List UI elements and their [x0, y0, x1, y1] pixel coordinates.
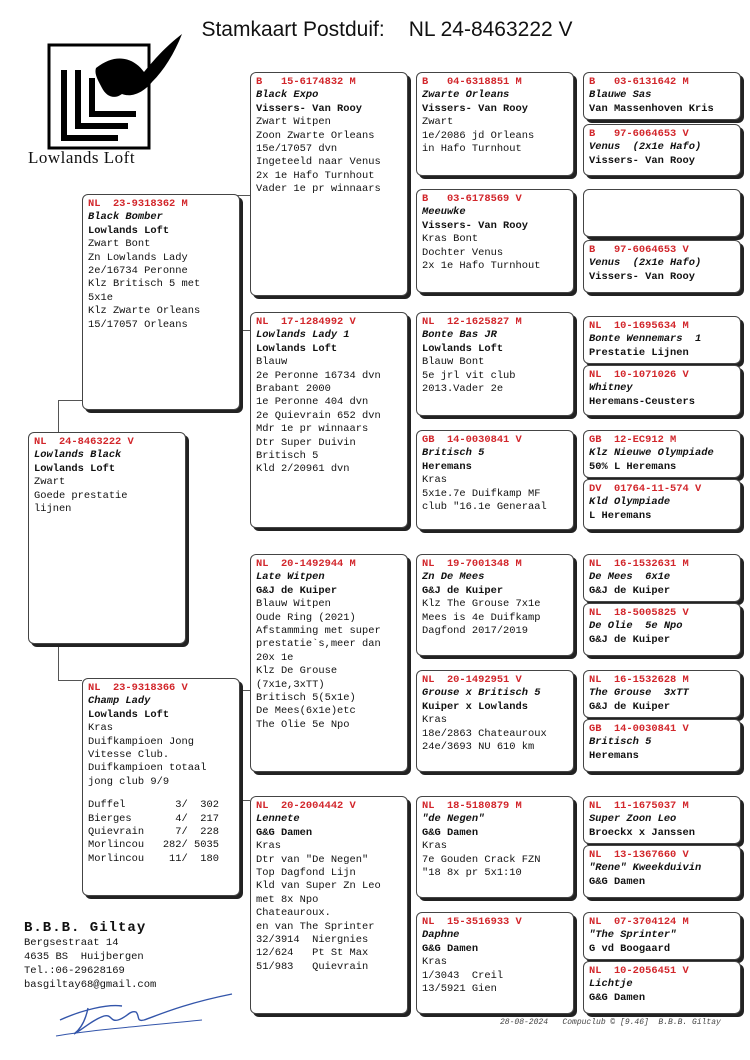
- result-row: Duffel 3/ 302: [88, 799, 219, 812]
- pigeon-card-gen4: [583, 912, 741, 960]
- pigeon-name: Bonte Bas JR: [422, 329, 497, 342]
- info-line: (7x1e,3xTT): [256, 678, 325, 691]
- info-line: Kras Bont: [422, 233, 479, 246]
- pigeon-owner: Van Massenhoven Kris: [589, 102, 714, 115]
- info-line: Kras: [422, 840, 447, 853]
- info-line: Duifkampioen totaal: [88, 762, 207, 775]
- owner-phone: Tel.:06-29628169: [24, 965, 125, 977]
- info-line: Britisch 5: [256, 450, 319, 463]
- info-line: prestatie`s,meer dan: [256, 638, 381, 651]
- info-line: 2e Peronne 16734 dvn: [256, 369, 381, 382]
- pigeon-owner: Vissers- Van Rooy: [589, 154, 696, 167]
- pigeon-owner: Broeckx x Janssen: [589, 826, 696, 839]
- ring-number: NL 12-1625827 M: [422, 316, 522, 328]
- pigeon-card-grandparent: [250, 72, 408, 296]
- pigeon-owner: G&G Damen: [256, 826, 313, 839]
- info-line: met 8x Npo: [256, 893, 319, 906]
- ring-number: B 97-6064653 V: [589, 128, 689, 140]
- pigeon-owner: Lowlands Loft: [422, 342, 504, 355]
- info-line: club "16.1e Generaal: [422, 501, 547, 514]
- pigeon-owner: Kuiper x Lowlands: [422, 700, 529, 713]
- info-line: Top Dagfond Lijn: [256, 867, 356, 880]
- info-line: Kld van Super Zn Leo: [256, 880, 381, 893]
- ring-number: NL 16-1532628 M: [589, 674, 689, 686]
- pigeon-owner: G&G Damen: [589, 875, 646, 888]
- info-line: Dagfond 2017/2019: [422, 625, 529, 638]
- info-line: Duifkampioen Jong: [88, 735, 195, 748]
- info-line: 7e Gouden Crack FZN: [422, 853, 541, 866]
- pigeon-owner: Vissers- Van Rooy: [589, 270, 696, 283]
- pigeon-card-subject: [28, 432, 186, 644]
- info-line: 1e/2086 jd Orleans: [422, 129, 535, 142]
- title-label: Stamkaart Postduif:: [201, 18, 385, 41]
- pigeon-name: Klz Nieuwe Olympiade: [589, 447, 714, 460]
- pigeon-owner: Heremans: [589, 749, 639, 762]
- ring-number: NL 18-5005825 V: [589, 607, 689, 619]
- pigeon-name: De Mees 6x1e: [589, 571, 671, 584]
- info-line: Vader 1e pr winnaars: [256, 183, 381, 196]
- pigeon-name: Lichtje: [589, 978, 633, 991]
- info-line: Zwart Bont: [88, 238, 151, 251]
- pigeon-owner: 50% L Heremans: [589, 460, 677, 473]
- info-line: Blauw Witpen: [256, 598, 331, 611]
- ring-number: NL 18-5180879 M: [422, 800, 522, 812]
- ring-number: NL 10-1071026 V: [589, 369, 689, 381]
- pigeon-card-sire: [82, 194, 240, 410]
- pigeon-name: Grouse x Britisch 5: [422, 687, 541, 700]
- ring-number: GB 12-EC912 M: [589, 434, 677, 446]
- ring-number: NL 10-1695634 M: [589, 320, 689, 332]
- info-line: 5x1e: [88, 291, 113, 304]
- pigeon-owner: G&G Damen: [589, 991, 646, 1004]
- info-line: 12/624 Pt St Max: [256, 947, 369, 960]
- pigeon-name: Daphne: [422, 929, 460, 942]
- pigeon-owner: Lowlands Loft: [88, 224, 170, 237]
- ring-number: NL 07-3704124 M: [589, 916, 689, 928]
- info-line: Klz De Grouse: [256, 665, 338, 678]
- ring-number: NL 15-3516933 V: [422, 916, 522, 928]
- ring-number: GB 14-0030841 V: [422, 434, 522, 446]
- ring-number: NL 16-1532631 M: [589, 558, 689, 570]
- result-row: Morlincou 11/ 180: [88, 852, 219, 865]
- pigeon-card-gen4: [583, 554, 741, 602]
- info-line: Klz Britisch 5 met: [88, 278, 201, 291]
- pigeon-name: Lowlands Black: [34, 449, 122, 462]
- signature-image: [52, 990, 252, 1040]
- owner-name: B.B.B. Giltay: [24, 920, 147, 936]
- info-line: 15/17057 Orleans: [88, 318, 188, 331]
- info-line: Kras: [256, 840, 281, 853]
- results-table: [88, 799, 234, 866]
- ring-number: NL 13-1367660 V: [589, 849, 689, 861]
- pigeon-card-gen4: [583, 719, 741, 772]
- info-line: Kras: [422, 474, 447, 487]
- pigeon-name: Venus (2x1e Hafo): [589, 141, 702, 154]
- pigeon-card-grandparent: [250, 312, 408, 528]
- pigeon-owner: G&J de Kuiper: [589, 700, 671, 713]
- info-line: 2e Quievrain 652 dvn: [256, 409, 381, 422]
- pigeon-card-grandparent: [250, 796, 408, 1014]
- pigeon-owner: Heremans-Ceusters: [589, 395, 696, 408]
- info-line: Dtr van "De Negen": [256, 853, 369, 866]
- connector-line: [58, 400, 59, 435]
- title-ring: NL 24-8463222 V: [408, 18, 573, 41]
- info-line: "18 8x pr 5x1:10: [422, 867, 522, 880]
- ring-number: GB 14-0030841 V: [589, 723, 689, 735]
- pigeon-owner: G&J de Kuiper: [422, 584, 504, 597]
- info-line: en van The Sprinter: [256, 920, 375, 933]
- info-line: Blauw: [256, 356, 288, 369]
- pigeon-card-gen4: [583, 365, 741, 416]
- pigeon-card-gen4: [583, 670, 741, 718]
- info-line: 2013.Vader 2e: [422, 383, 504, 396]
- info-line: Zwart Witpen: [256, 116, 331, 129]
- pigeon-owner: Prestatie Lijnen: [589, 346, 689, 359]
- info-line: Dtr Super Duivin: [256, 436, 356, 449]
- pigeon-owner: Lowlands Loft: [88, 708, 170, 721]
- info-line: The Olie 5e Npo: [256, 718, 350, 731]
- info-line: Mees is 4e Duifkamp: [422, 611, 541, 624]
- info-line: Kras: [422, 714, 447, 727]
- info-line: 2x 1e Hafo Turnhout: [256, 169, 375, 182]
- pigeon-name: "The Sprinter": [589, 929, 677, 942]
- info-line: Kld 2/20961 dvn: [256, 463, 350, 476]
- pigeon-card-great-grandparent: [416, 189, 574, 293]
- ring-number: B 04-6318851 M: [422, 76, 522, 88]
- info-line: Goede prestatie: [34, 489, 128, 502]
- info-line: 5e jrl vit club: [422, 369, 516, 382]
- pigeon-owner: G&G Damen: [422, 942, 479, 955]
- pigeon-name: Venus (2x1e Hafo): [589, 257, 702, 270]
- pigeon-name: Britisch 5: [589, 736, 652, 749]
- pigeon-card-grandparent: [250, 554, 408, 772]
- ring-number: NL 20-1492951 V: [422, 674, 522, 686]
- pigeon-name: Late Witpen: [256, 571, 325, 584]
- owner-block: [24, 920, 156, 992]
- info-line: 18e/2863 Chateauroux: [422, 727, 547, 740]
- info-line: Oude Ring (2021): [256, 611, 356, 624]
- pigeon-owner: G&J de Kuiper: [589, 633, 671, 646]
- pigeon-card-gen4: [583, 240, 741, 293]
- pigeon-card-gen4: [583, 796, 741, 844]
- info-line: 1e Peronne 404 dvn: [256, 396, 369, 409]
- info-line: lijnen: [34, 503, 72, 516]
- pigeon-card-great-grandparent: [416, 554, 574, 656]
- pigeon-owner: G&J de Kuiper: [256, 584, 338, 597]
- pigeon-name: De Olie 5e Npo: [589, 620, 683, 633]
- pigeon-owner: Heremans: [422, 460, 472, 473]
- info-line: 20x 1e: [256, 651, 294, 664]
- pigeon-name: "Rene" Kweekduivin: [589, 862, 702, 875]
- pigeon-name: Meeuwke: [422, 206, 466, 219]
- pigeon-owner: Lowlands Loft: [256, 342, 338, 355]
- pigeon-owner: G&J de Kuiper: [589, 584, 671, 597]
- info-line: 51/983 Quievrain: [256, 960, 369, 973]
- pigeon-card-great-grandparent: [416, 430, 574, 530]
- ring-number: NL 11-1675037 M: [589, 800, 689, 812]
- pigeon-name: Lowlands Lady 1: [256, 329, 350, 342]
- ring-number: NL 23-9318366 V: [88, 682, 188, 694]
- pigeon-name: Black Expo: [256, 89, 319, 102]
- ring-number: B 97-6064653 V: [589, 244, 689, 256]
- pigeon-card-gen4-empty: [583, 189, 741, 237]
- info-line: Zwart: [34, 476, 66, 489]
- info-line: Afstamming met super: [256, 625, 381, 638]
- info-line: Kras: [88, 722, 113, 735]
- ring-number: NL 10-2056451 V: [589, 965, 689, 977]
- info-line: Ingeteeld naar Venus: [256, 156, 381, 169]
- pigeon-card-great-grandparent: [416, 72, 574, 176]
- info-line: Dochter Venus: [422, 246, 504, 259]
- connector-line: [58, 640, 59, 680]
- info-line: Chateauroux.: [256, 907, 331, 920]
- pigeon-card-gen4: [583, 124, 741, 176]
- info-line: Brabant 2000: [256, 383, 331, 396]
- pigeon-card-great-grandparent: [416, 912, 574, 1014]
- info-line: 24e/3693 NU 610 km: [422, 741, 535, 754]
- info-line: Zwart: [422, 116, 454, 129]
- pigeon-name: Britisch 5: [422, 447, 485, 460]
- connector-line: [58, 400, 82, 401]
- info-line: Blauw Bont: [422, 356, 485, 369]
- info-line: 1/3043 Creil: [422, 969, 504, 982]
- ring-number: B 03-6131642 M: [589, 76, 689, 88]
- pigeon-owner: Vissers- Van Rooy: [422, 219, 529, 232]
- result-row: Quievrain 7/ 228: [88, 826, 219, 839]
- owner-email[interactable]: basgiltay68@gmail.com: [24, 979, 157, 991]
- info-line: De Mees(6x1e)etc: [256, 705, 356, 718]
- ring-number: NL 23-9318362 M: [88, 198, 188, 210]
- result-row: Bierges 4/ 217: [88, 812, 219, 825]
- pigeon-card-great-grandparent: [416, 312, 574, 416]
- pigeon-name: Kld Olympiade: [589, 496, 671, 509]
- info-line: 13/5921 Gien: [422, 983, 497, 996]
- info-line: Klz Zwarte Orleans: [88, 305, 201, 318]
- pigeon-card-gen4: [583, 845, 741, 898]
- ring-number: NL 24-8463222 V: [34, 436, 134, 448]
- ring-number: NL 19-7001348 M: [422, 558, 522, 570]
- info-line: Mdr 1e pr winnaars: [256, 423, 369, 436]
- pigeon-name: Zwarte Orleans: [422, 89, 510, 102]
- pigeon-card-gen4: [583, 72, 741, 120]
- pigeon-owner: L Heremans: [589, 509, 652, 522]
- result-row: Morlincou 282/ 5035: [88, 839, 219, 852]
- pigeon-card-gen4: [583, 430, 741, 478]
- info-line: Kras: [422, 956, 447, 969]
- logo-text: Lowlands Loft: [28, 148, 136, 167]
- pigeon-card-dam: [82, 678, 240, 896]
- info-line: 32/3914 Niergnies: [256, 934, 369, 947]
- pigeon-card-gen4: [583, 961, 741, 1014]
- ring-number: DV 01764-11-574 V: [589, 483, 702, 495]
- info-line: Klz The Grouse 7x1e: [422, 598, 541, 611]
- pigeon-name: Whitney: [589, 382, 633, 395]
- pigeon-owner: G&G Damen: [422, 826, 479, 839]
- ring-number: B 03-6178569 V: [422, 193, 522, 205]
- pigeon-name: Black Bomber: [88, 211, 163, 224]
- info-line: Britisch 5(5x1e): [256, 692, 356, 705]
- pigeon-owner: Vissers- Van Rooy: [422, 102, 529, 115]
- info-line: in Hafo Turnhout: [422, 143, 522, 156]
- owner-city: 4635 BS Huijbergen: [24, 951, 144, 963]
- pigeon-card-gen4: [583, 603, 741, 656]
- ring-number: NL 20-2004442 V: [256, 800, 356, 812]
- footer-text: 28-08-2024 Compuclub © [9.46] B.B.B. Giltay: [500, 1018, 721, 1027]
- ring-number: B 15-6174832 M: [256, 76, 356, 88]
- pigeon-name: Zn De Mees: [422, 571, 485, 584]
- pigeon-card-great-grandparent: [416, 670, 574, 772]
- pigeon-name: "de Negen": [422, 813, 485, 826]
- pigeon-owner: G vd Boogaard: [589, 942, 671, 955]
- info-line: 2x 1e Hafo Turnhout: [422, 260, 541, 273]
- info-line: 5x1e.7e Duifkamp MF: [422, 487, 541, 500]
- info-line: jong club 9/9: [88, 775, 170, 788]
- pigeon-name: Champ Lady: [88, 695, 151, 708]
- info-line: 2e/16734 Peronne: [88, 265, 188, 278]
- pigeon-card-great-grandparent: [416, 796, 574, 898]
- info-line: Zoon Zwarte Orleans: [256, 129, 375, 142]
- pigeon-name: Super Zoon Leo: [589, 813, 677, 826]
- info-line: Vitesse Club.: [88, 749, 170, 762]
- ring-number: NL 20-1492944 M: [256, 558, 356, 570]
- pigeon-name: The Grouse 3xTT: [589, 687, 689, 700]
- pigeon-card-gen4: [583, 479, 741, 530]
- pigeon-owner: Vissers- Van Rooy: [256, 102, 363, 115]
- connector-line: [58, 680, 82, 681]
- ring-number: NL 17-1284992 V: [256, 316, 356, 328]
- pigeon-name: Lennete: [256, 813, 300, 826]
- pigeon-name: Blauwe Sas: [589, 89, 652, 102]
- info-line: Zn Lowlands Lady: [88, 251, 188, 264]
- pigeon-card-gen4: [583, 316, 741, 364]
- pigeon-owner: Lowlands Loft: [34, 462, 116, 475]
- info-line: 15e/17057 dvn: [256, 143, 338, 156]
- pigeon-name: Bonte Wennemars 1: [589, 333, 702, 346]
- owner-street: Bergsestraat 14: [24, 937, 119, 949]
